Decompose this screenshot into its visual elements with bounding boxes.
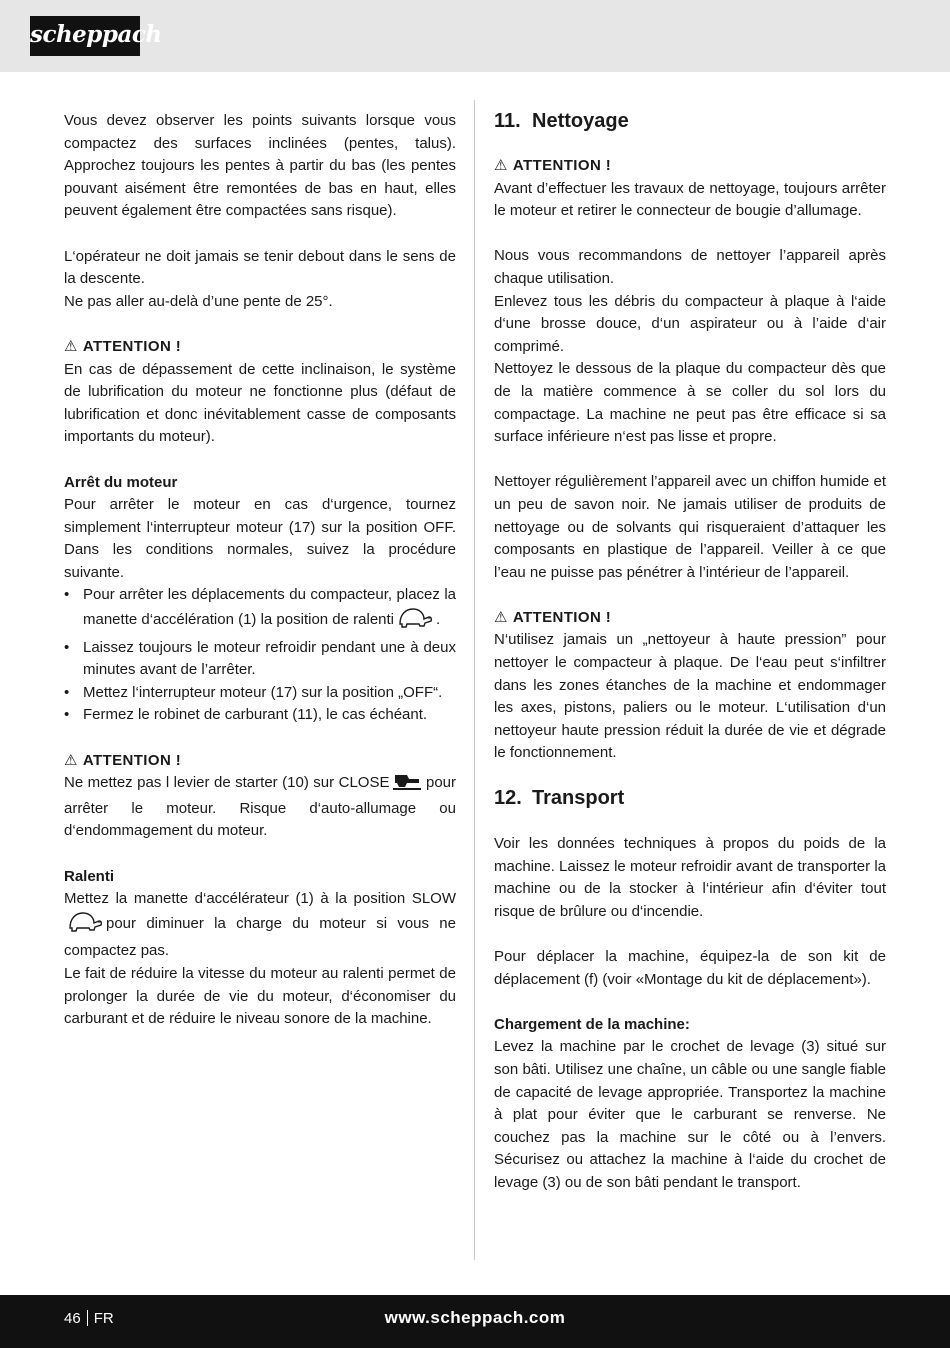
- section-number: 12.: [494, 787, 522, 810]
- idle-text-b: pour diminuer la charge du moteur si vous ne compactez pas.: [64, 914, 456, 960]
- page-number-value: 46: [64, 1310, 81, 1327]
- attention-heading: [64, 336, 456, 359]
- list-item-text: Pour arrêter les déplacements du compacteur, placez la manette d‘accélération (1) la position de ralenti: [83, 586, 456, 629]
- loading-text: Levez la machine par le crochet de levage (3) situé sur son bâti. Utilisez une chaîne, un câble ou une sangle fiable de capacité de levage appropriée. Transportez la machine à plat pour éviter que le carburant se renverse. Ne couchez pas la machine sur le côté ou à l’envers. Sécurisez ou attachez la machine à l‘aide du crochet de levage (3) ou de son bâti pendant le transport.: [494, 1038, 886, 1191]
- attention-label: ATTENTION !: [512, 608, 612, 626]
- warning-triangle-icon: ⚠: [64, 751, 78, 769]
- cleaning-plate: Nettoyez le dessous de la plaque du compacteur dès que de la matière commence à se coller du sol lors du compactage. La machine ne peut pas être efficace si sa surface inférieure n‘est pas lisse et propre.: [494, 360, 886, 446]
- operator-paragraph: L‘opérateur ne doit jamais se tenir debout dans le sens de la descente.: [64, 247, 456, 288]
- left-column: [64, 110, 456, 1031]
- turtle-icon: [67, 911, 103, 941]
- attention-text: En cas de dépassement de cette inclinaison, le système de lubrification du moteur ne fonctionne plus (défaut de lubrification et donc inévitablement casse de composants importants du moteur).: [64, 360, 456, 446]
- cleaning-recommendation: Nous vous recommandons de nettoyer l’appareil après chaque utilisation.: [494, 247, 886, 287]
- stop-engine-heading: Arrêt du moteur: [64, 473, 178, 491]
- cleaning-cloth: Nettoyer régulièrement l’appareil avec un chiffon humide et un peu de savon noir. Ne jamais utiliser de produits de nettoyage ou de solvants qui risqueraient d’attaquer les composants en plastique de l’appareil. Veiller à ce que l’eau ne puisse pas pénétrer à l’intérieur de l’appareil.: [494, 473, 886, 581]
- starter-warning-text: [64, 772, 456, 843]
- website-url[interactable]: www.scheppach.com: [384, 1308, 566, 1327]
- moving-kit-text: Pour déplacer la machine, équipez-la de son kit de déplacement (f) (voir «Montage du kit de déplacement»).: [494, 948, 886, 988]
- cleaning-debris: Enlevez tous les débris du compacteur à plaque à l‘aide d‘une brosse douce, d‘un aspirateur ou à l’aide d‘air comprimé.: [494, 292, 886, 355]
- section-title: Nettoyage: [532, 110, 629, 132]
- stop-steps-list: [64, 584, 456, 727]
- right-column: [494, 110, 886, 1195]
- attention-label: ATTENTION !: [512, 157, 612, 174]
- section-title: Transport: [532, 787, 625, 810]
- warning-triangle-icon: ⚠: [494, 608, 508, 626]
- attention-heading: [494, 607, 886, 630]
- idle-text: [64, 888, 456, 963]
- column-divider: [474, 100, 475, 1260]
- scheppach-logo: scheppach: [30, 16, 140, 56]
- attention-label: ATTENTION !: [82, 337, 182, 355]
- warning-triangle-icon: ⚠: [494, 157, 508, 174]
- pressure-washer-warning: N‘utilisez jamais un „nettoyeur à haute pression” pour nettoyer le compacteur à plaque. De l‘eau peut s‘infiltrer dans les zones étanches de la machine et endommager les axes, pistons, paliers ou le moteur. L‘utilisation d‘un nettoyeur haute pression réduit la durée de vie et dégrade le fonctionnement.: [494, 631, 886, 762]
- list-item: [64, 584, 456, 636]
- list-item-end: .: [436, 611, 441, 629]
- list-item: • Laissez toujours le moteur refroidir pendant une à deux minutes avant de l’arrêter.: [64, 637, 456, 682]
- stop-engine-text: Pour arrêter le moteur en cas d‘urgence, tournez simplement l‘interrupteur moteur (17) sur la position OFF. Dans les conditions normales, suivez la procédure suivante.: [64, 496, 456, 581]
- footer-bar: [0, 1295, 950, 1348]
- attention-heading: [64, 750, 456, 773]
- transport-text: Voir les données techniques à propos du poids de la machine. Laissez le moteur refroidir avant de transporter la machine ou de la stocker à l‘intérieur afin d‘éviter tout risque de brûlure ou d‘incendie.: [494, 835, 886, 920]
- attention-text: Avant d’effectuer les travaux de nettoyage, toujours arrêter le moteur et retirer le connecteur de bougie d’allumage.: [494, 179, 886, 220]
- turtle-icon: [397, 607, 433, 637]
- attention-label: ATTENTION !: [82, 751, 182, 769]
- attention-heading: [494, 155, 886, 178]
- section-heading-cleaning: [494, 110, 886, 132]
- idle-heading: Ralenti: [64, 867, 115, 885]
- section-heading-transport: [494, 787, 886, 809]
- starter-warning-a: Ne mettez pas l levier de starter (10) sur CLOSE: [64, 774, 390, 792]
- idle-text-a: Mettez la manette d‘accélérateur (1) à la position SLOW: [64, 890, 456, 908]
- idle-benefit-text: Le fait de réduire la vitesse du moteur au ralenti permet de prolonger la durée de vie du moteur, d‘économiser du carburant et de réduire le niveau sonore de la machine.: [64, 964, 456, 1028]
- header-bar: [0, 0, 950, 72]
- section-number: 11.: [494, 110, 521, 132]
- slope-limit-paragraph: Ne pas aller au-delà d’une pente de 25°.: [64, 292, 333, 310]
- language-code: FR: [93, 1310, 114, 1327]
- warning-triangle-icon: ⚠: [64, 337, 78, 355]
- starter-warning-b: pour arrêter le moteur. Risque d‘auto-allumage ou d‘endommagement du moteur.: [64, 774, 457, 840]
- loading-heading: Chargement de la machine:: [494, 1015, 690, 1033]
- slope-paragraph: Vous devez observer les points suivants lorsque vous compactez des surfaces inclinées (pentes, talus). Approchez toujours les pentes à partir du bas (les pentes pouvant aisément être remontées de bas en haut, elles peuvent également être compactées sans risque).: [64, 112, 456, 220]
- list-item: • Fermez le robinet de carburant (11), le cas échéant.: [64, 704, 456, 727]
- list-item: • Mettez l‘interrupteur moteur (17) sur la position „OFF“.: [64, 682, 456, 705]
- choke-lever-icon: [393, 772, 421, 798]
